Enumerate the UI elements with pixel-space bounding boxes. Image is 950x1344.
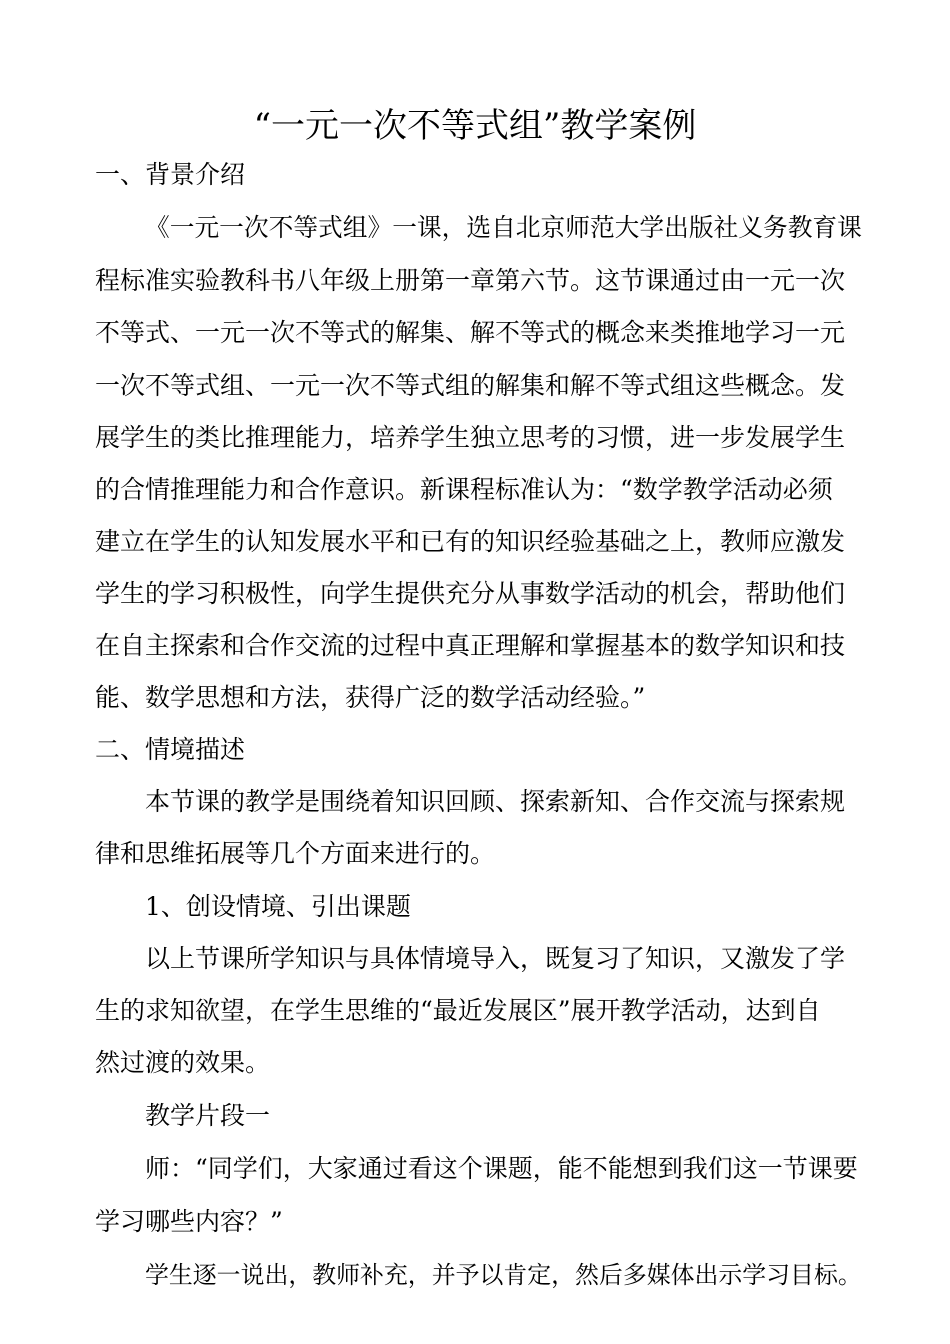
section-heading-background: 一、背景介绍: [95, 160, 246, 189]
paragraph-line: 程标准实验教科书八年级上册第一章第六节。这节课通过由一元一次: [95, 266, 846, 295]
paragraph-line: 然过渡的效果。: [95, 1048, 271, 1077]
paragraph-line: 不等式、一元一次不等式的解集、解不等式的概念来类推地学习一元: [95, 318, 846, 347]
paragraph-line: 本节课的教学是围绕着知识回顾、探索新知、合作交流与探索规: [145, 787, 846, 816]
paragraph-line: 能、数学思想和方法，获得广泛的数学活动经验。”: [95, 683, 646, 712]
document-title: “一元一次不等式组”教学案例: [253, 106, 697, 146]
segment-label: 教学片段一: [145, 1101, 271, 1130]
paragraph-line: 以上节课所学知识与具体情境导入，既复习了知识，又激发了学: [145, 944, 846, 973]
paragraph-line: 学习哪些内容？”: [95, 1207, 283, 1236]
paragraph-line: 展学生的类比推理能力，培养学生独立思考的习惯，进一步发展学生: [95, 423, 846, 452]
paragraph-line: 在自主探索和合作交流的过程中真正理解和掌握基本的数学知识和技: [95, 631, 846, 660]
paragraph-line: 生的求知欲望，在学生思维的“最近发展区”展开教学活动，达到自: [95, 996, 821, 1025]
paragraph-line: 学生逐一说出，教师补充，并予以肯定，然后多媒体出示学习目标。: [145, 1261, 862, 1289]
subsection-heading: 1、创设情境、引出课题: [145, 892, 411, 921]
section-heading-scenario: 二、情境描述: [95, 735, 246, 764]
paragraph-line: 《一元一次不等式组》一课，选自北京师范大学出版社义务教育课: [145, 213, 862, 242]
paragraph-line: 律和思维拓展等几个方面来进行的。: [95, 839, 496, 868]
paragraph-line: 一次不等式组、一元一次不等式组的解集和解不等式组这些概念。发: [95, 371, 846, 400]
paragraph-line: 建立在学生的认知发展水平和已有的知识经验基础之上，教师应激发: [95, 527, 846, 556]
paragraph-line: 的合情推理能力和合作意识。新课程标准认为：“数学教学活动必须: [95, 475, 833, 504]
paragraph-line: 师：“同学们，大家通过看这个课题，能不能想到我们这一节课要: [145, 1154, 858, 1183]
paragraph-line: 学生的学习积极性，向学生提供充分从事数学活动的机会，帮助他们: [95, 579, 846, 608]
